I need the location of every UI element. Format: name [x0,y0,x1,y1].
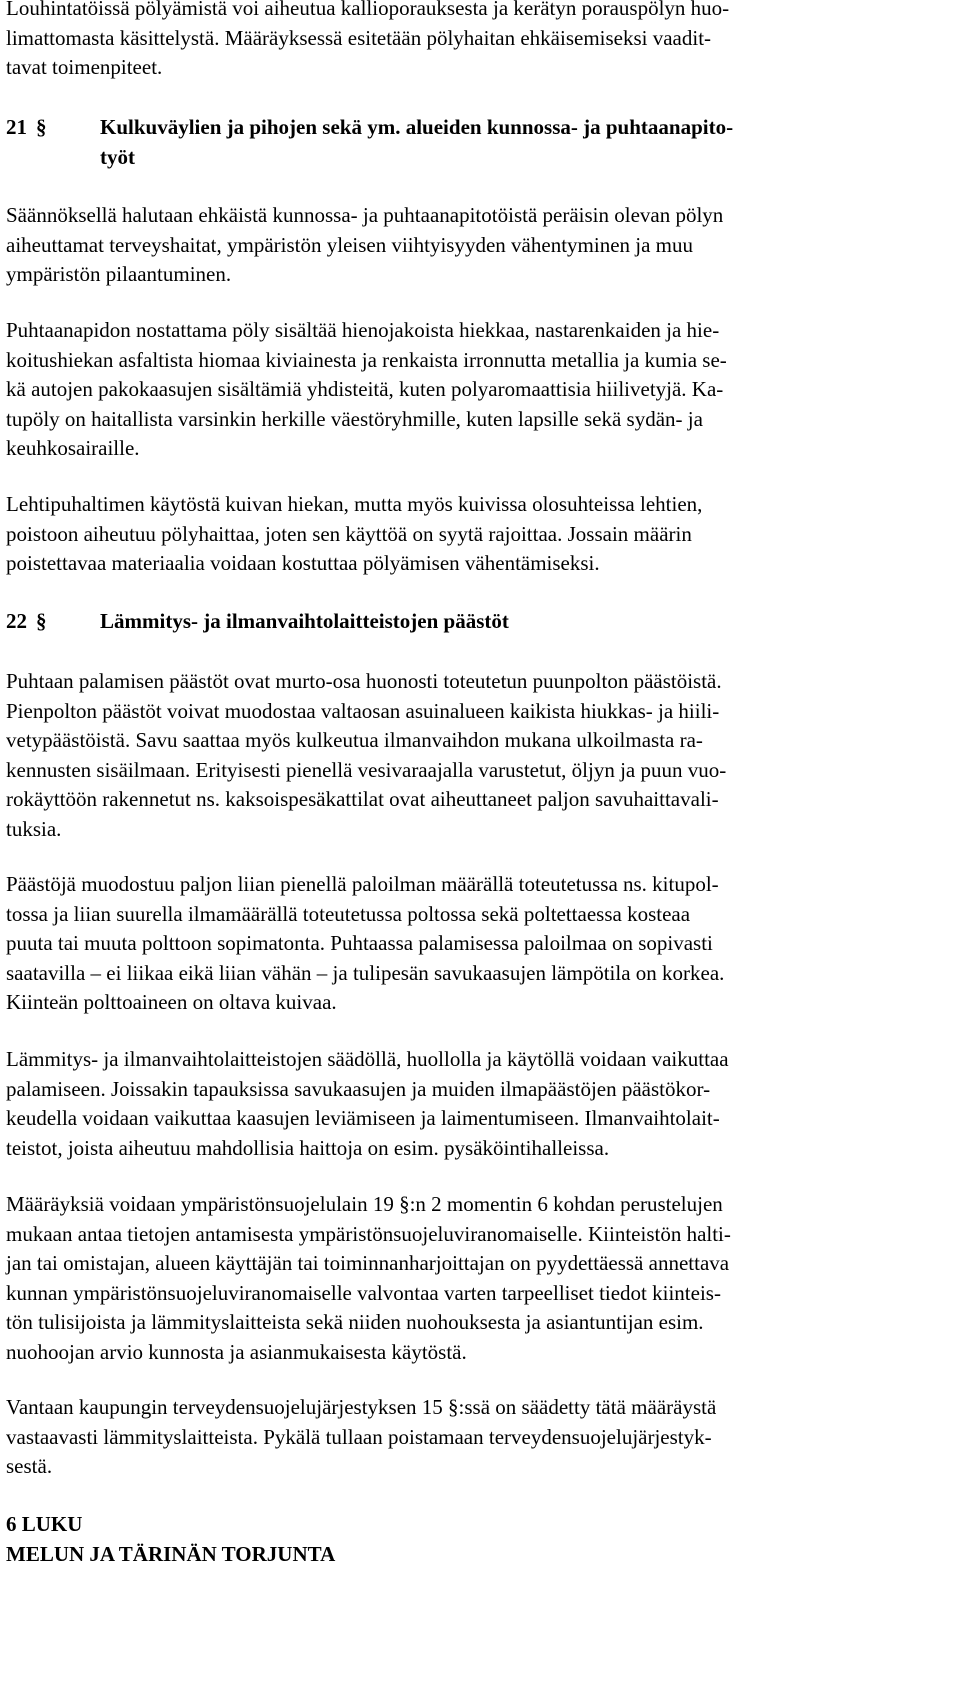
text-line: kennusten sisäilmaan. Erityisesti pienellä vesivaraajalla varustetut, öljyn ja puun vuo- [6,757,727,782]
text-line: Lämmitys- ja ilmanvaihtolaitteistojen säädöllä, huollolla ja käytöllä voidaan vaikuttaa [6,1047,729,1071]
chapter-title: MELUN JA TÄRINÄN TORJUNTA [6,1542,336,1566]
text-line: jan tai omistajan, alueen käyttäjän tai toiminnanharjoittajan on pyydettäessä annettava [6,1251,730,1275]
chapter-number: 6 LUKU [6,1512,83,1536]
text-line: kä autojen pakokaasujen sisältämiä yhdisteitä, kuten polyaromaattisia hiilivetyjä. Ka- [6,377,724,401]
text-line: Puhtaan palamisen päästöt ovat murto-osa huonosti toteutetun puunpolton päästöistä. [6,669,722,693]
text-line: Määräyksiä voidaan ympäristönsuojelulain 19 §:n 2 momentin 6 kohdan perustelujen [6,1192,723,1216]
section-heading-21 [6,112,733,172]
text-line: aiheuttamat terveyshaitat, ympäristön yleisen viihtyisyyden vähentyminen ja muu [6,232,694,257]
text-line: tön tulisijoista ja lämmityslaitteista sekä niiden nuohouksesta ja asiantuntijan esim. [6,1310,704,1334]
paragraph-saannoksella [6,201,723,290]
text-line: ympäristön pilaantuminen. [6,262,232,286]
text-line: Vantaan kaupungin terveydensuojelujärjestyksen 15 §:ssä on säädetty tätä määräystä [6,1395,717,1419]
text-line: Säännöksellä halutaan ehkäistä kunnossa- ja puhtaanapitotöistä peräisin olevan pölyn [6,203,724,227]
text-line: Louhintatöissä pölyämistä voi aiheutua kallioporauksesta ja kerätyn porauspölyn huo- [6,0,730,20]
chapter-heading [6,1509,335,1569]
text-line: Puhtaanapidon nostattama pöly sisältää hienojakoista hiekkaa, nastarenkaiden ja hie- [6,318,720,342]
paragraph-maarayksia [6,1190,731,1367]
text-line: Päästöjä muodostuu paljon liian pienellä paloilman määrällä toteutetussa ns. kitupol- [6,872,719,896]
heading-line: työt [100,145,135,169]
text-line: saatavilla – ei liikaa eikä liian vähän – ja tulipesän savukaasujen lämpötila on korkea. [6,960,725,985]
text-line: tossa ja liian suurella ilmamäärällä toteutetussa poltossa sekä poltettaessa kosteaa [6,901,691,926]
text-line: poistoon aiheutuu pölyhaittaa, joten sen käyttöä on syytä rajoittaa. Jossain määrin [6,521,692,546]
text-line: tavat toimenpiteet. [6,55,163,79]
text-line: keudella voidaan vaikuttaa kaasujen leviämiseen ja laimentumiseen. Ilmanvaihtolait- [6,1106,720,1130]
paragraph-puhtaanapito [6,316,727,464]
text-line: poistettavaa materiaalia voidaan kostuttaa pölyämisen vähentämiseksi. [6,551,600,575]
heading-line: Lämmitys- ja ilmanvaihtolaitteistojen päästöt [100,609,509,633]
section-sign: § [36,609,47,633]
section-number: 22 [6,609,27,633]
text-line: tuksia. [6,816,62,841]
section-number: 21 [6,115,27,139]
heading-line: Kulkuväylien ja pihojen sekä ym. alueiden kunnossa- ja puhtaanapito- [100,115,734,139]
section-sign: § [36,115,47,139]
text-line: nuohoojan arvio kunnosta ja asianmukaisesta käytöstä. [6,1339,467,1364]
text-line: kunnan ympäristönsuojeluviranomaiselle valvontaa varten tarpeelliset tiedot kiinteis- [6,1280,721,1305]
text-line: limattomasta käsittelystä. Määräyksessä esitetään pölyhaitan ehkäisemiseksi vaadit- [6,25,712,50]
section-heading-22 [6,606,509,636]
text-line: mukaan antaa tietojen antamisesta ympäristönsuojeluviranomaiselle. Kiinteistön halti- [6,1221,731,1246]
text-line: palamiseen. Joissakin tapauksissa savukaasujen ja muiden ilmapäästöjen päästökor- [6,1076,711,1101]
paragraph-puhtaan-palamisen [6,667,726,844]
paragraph-vantaa [6,1393,716,1482]
text-line: Kiinteän polttoaineen on oltava kuivaa. [6,990,337,1014]
text-line: Lehtipuhaltimen käytöstä kuivan hiekan, mutta myös kuivissa olosuhteissa lehtien, [6,492,703,516]
text-line: tupöly on haitallista varsinkin herkille väestöryhmille, kuten lapsille sekä sydän- ja [6,406,703,431]
text-line: koitushiekan asfaltista hiomaa kiviainesta ja renkaista irronnutta metallia ja kumia se- [6,347,727,372]
text-line: vetypäästöistä. Savu saattaa myös kulkeutua ilmanvaihdon mukana ulkoilmasta ra- [6,728,703,752]
text-line: vastaavasti lämmityslaitteista. Pykälä tullaan poistamaan terveydensuojelujärjestyk- [6,1424,712,1449]
text-line: keuhkosairaille. [6,436,140,460]
text-line: sestä. [6,1454,53,1478]
paragraph-lehtipuhallin [6,490,702,579]
text-line: rokäyttöön rakennetut ns. kaksoispesäkattilat ovat aiheuttaneet paljon savuhaittavali- [6,787,719,811]
text-line: puuta tai muuta polttoon sopimatonta. Puhtaassa palamisessa paloilmaa on sopivasti [6,931,713,955]
text-line: teistot, joista aiheutuu mahdollisia haittoja on esim. pysäköintihalleissa. [6,1135,610,1160]
paragraph-lammitys-saato [6,1045,729,1163]
paragraph-paastoja [6,870,724,1018]
paragraph-louhinta [6,0,729,83]
text-line: Pienpolton päästöt voivat muodostaa valtaosan asuinalueen kaikista hiukkas- ja hiili- [6,698,720,723]
